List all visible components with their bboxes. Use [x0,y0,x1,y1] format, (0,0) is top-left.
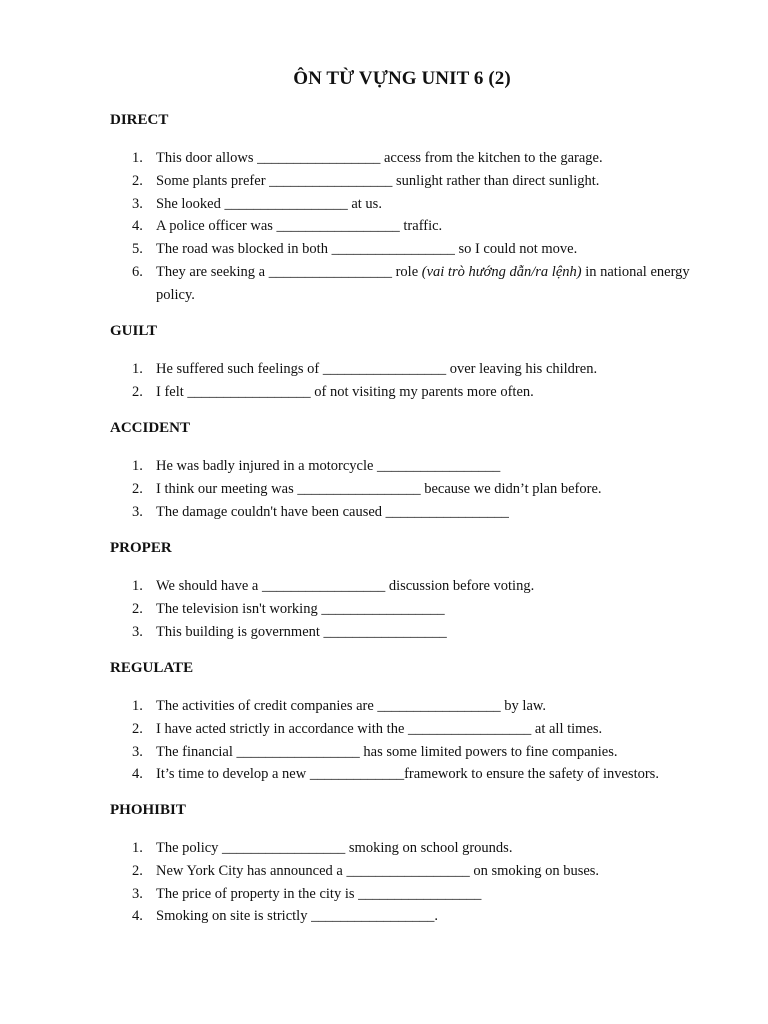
list-item [110,695,730,718]
list-item [110,883,730,906]
list-item [110,381,730,404]
item-number: 3. [132,503,143,520]
item-number: 1. [132,578,143,594]
list-item [110,261,730,307]
item-text: The road was blocked in both _________________ so I could not move. [156,241,578,258]
item-text: He was badly injured in a motorcycle _________________ [156,458,501,474]
item-text: Smoking on site is strictly _________________. [156,908,438,925]
section-heading: DIRECT [110,112,169,128]
list-item [110,147,730,170]
item-number: 5. [132,241,143,258]
item-number: 3. [132,623,143,640]
list-item [110,741,730,764]
exercise-list [110,147,730,307]
list-item [110,575,730,598]
item-number: 2. [132,172,143,189]
list-item [110,170,730,193]
item-number: 1. [132,840,143,856]
section-direct [110,111,730,307]
item-text: He suffered such feelings of _________________ over leaving his children. [156,361,598,377]
list-item [110,860,730,883]
item-text: The financial _________________ has some limited powers to fine companies. [156,743,618,760]
section-regulate [110,659,730,786]
item-text: We should have a _________________ discussion before voting. [156,578,535,594]
list-item [110,215,730,238]
item-number: 1. [132,150,143,166]
list-item [110,358,730,381]
item-number: 4. [132,908,143,925]
section-guilt [110,322,730,404]
item-text: Some plants prefer _________________ sunlight rather than direct sunlight. [156,172,600,189]
section-accident [110,419,730,523]
item-number: 3. [132,743,143,760]
item-text: I felt _________________ of not visiting my parents more often. [156,383,534,400]
item-number: 2. [132,480,143,497]
item-number: 2. [132,720,143,737]
item-number: 3. [132,195,143,212]
item-number: 1. [132,458,143,474]
item-text: I have acted strictly in accordance with the _________________ at all times. [156,720,603,737]
list-item [110,478,730,501]
item-text-continued: in national energy policy. [156,263,690,303]
item-text: The price of property in the city is _________________ [156,885,482,902]
section-heading: GUILT [110,323,157,339]
item-number: 2. [132,862,143,879]
item-text: New York City has announced a _________________ on smoking on buses. [156,862,600,879]
section-heading: ACCIDENT [110,420,191,436]
section-heading: PHOHIBIT [110,802,186,818]
item-italic-note: (vai trò hướng dẫn/ra lệnh) [421,263,582,280]
item-text: The activities of credit companies are _________________ by law. [156,698,547,714]
list-item [110,621,730,644]
item-text: A police officer was _________________ traffic. [156,218,443,235]
list-item [110,193,730,216]
section-proper [110,539,730,643]
item-text: I think our meeting was _________________ because we didn’t plan before. [156,480,602,497]
item-number: 2. [132,600,143,617]
item-number: 4. [132,766,143,783]
item-text: It’s time to develop a new _____________framework to ensure the safety of investors. [156,766,659,783]
list-item [110,718,730,741]
item-text: The policy _________________ smoking on school grounds. [156,840,513,856]
exercise-list [110,358,730,404]
section-prohibit [110,801,730,928]
item-number: 6. [132,263,143,280]
item-text: They are seeking a _________________ role [156,263,422,280]
item-text: This building is government _________________ [156,623,447,640]
list-item [110,837,730,860]
item-number: 1. [132,361,143,377]
item-text: The damage couldn't have been caused _________________ [156,503,509,520]
item-text: This door allows _________________ access from the kitchen to the garage. [156,150,603,166]
item-number: 1. [132,698,143,714]
list-item [110,763,730,786]
item-text: The television isn't working _________________ [156,600,445,617]
list-item [110,598,730,621]
exercise-list [110,837,730,928]
item-number: 4. [132,218,143,235]
list-item [110,455,730,478]
exercise-list [110,455,730,523]
item-number: 3. [132,885,143,902]
list-item [110,905,730,928]
exercise-list [110,695,730,786]
item-number: 2. [132,383,143,400]
section-heading: PROPER [110,540,172,556]
section-heading: REGULATE [110,660,194,676]
page-title: ÔN TỪ VỰNG UNIT 6 (2) [293,68,511,89]
list-item [110,501,730,524]
exercise-list [110,575,730,643]
item-text: She looked _________________ at us. [156,195,382,212]
list-item [110,238,730,261]
